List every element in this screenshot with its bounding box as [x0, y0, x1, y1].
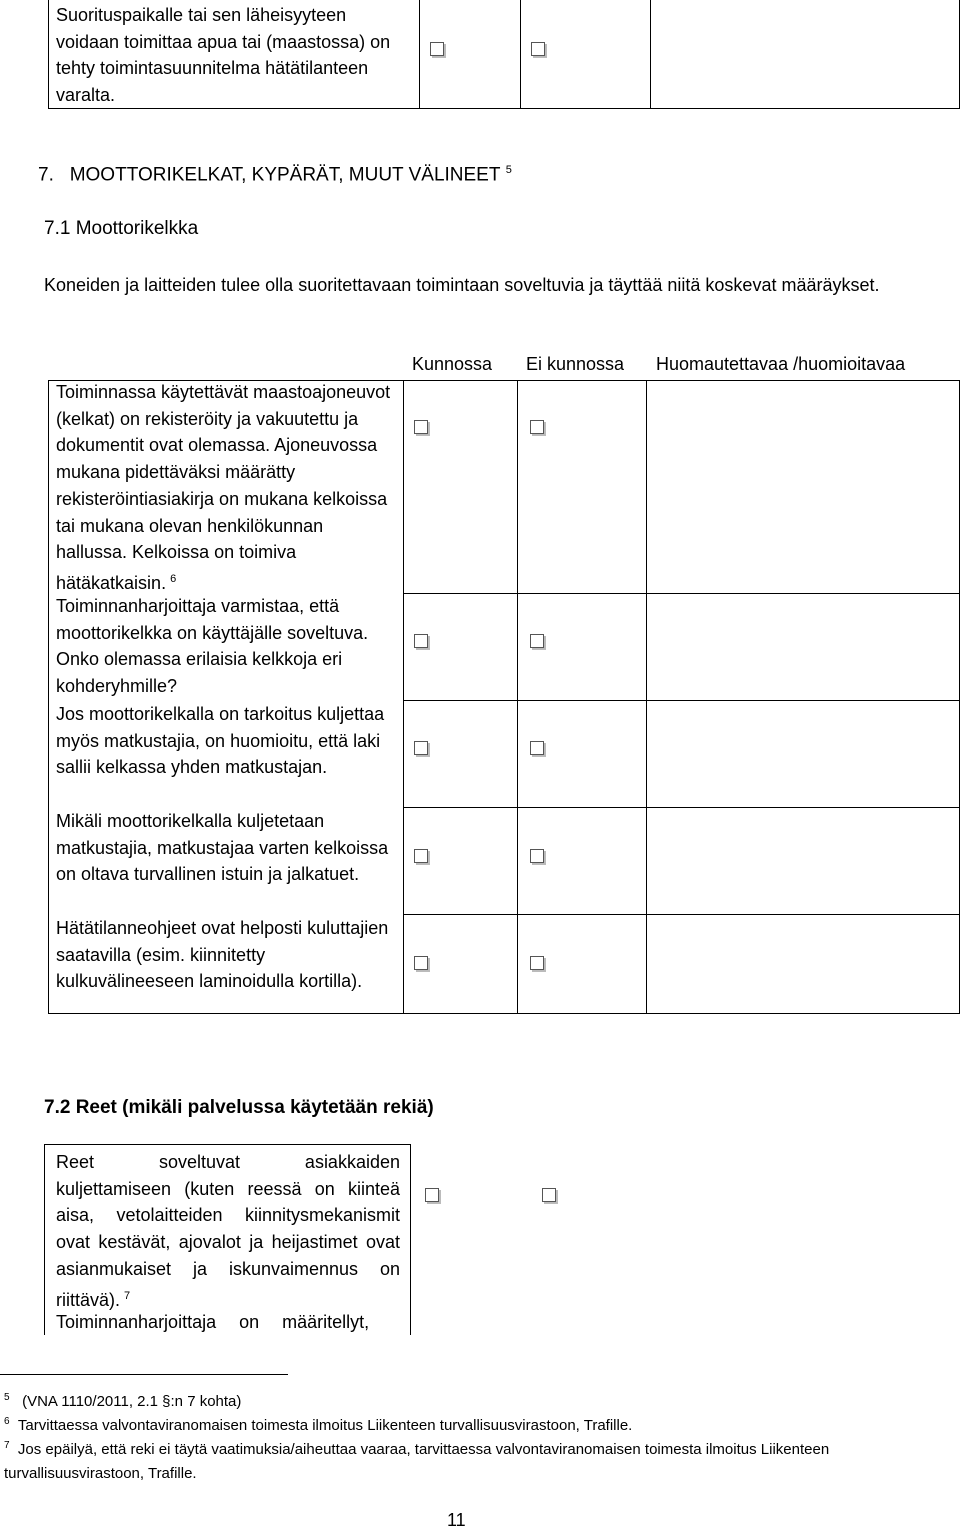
row-2-ok-checkbox[interactable]	[414, 634, 428, 648]
reet-not-ok-checkbox[interactable]	[542, 1188, 556, 1202]
row-3-ok-checkbox[interactable]	[414, 741, 428, 755]
column-header-remarks: Huomautettavaa /huomioitavaa	[656, 354, 906, 374]
reet-ok-checkbox[interactable]	[425, 1188, 439, 1202]
table-row-4: Mikäli moottorikelkalla kuljetetaan matkustajia, matkustajaa varten kelkoissa on oltava turvallinen istuin ja jalkatuet.	[56, 811, 389, 885]
table-row-5: Hätätilanneohjeet ovat helposti kuluttajien saatavilla (esim. kiinnitetty kulkuvälineeseen laminoidulla kortilla).	[56, 918, 389, 992]
section-7-1-heading: 7.1 Moottorikelkka	[44, 218, 199, 239]
section-7-heading: 7. MOOTTORIKELKAT, KYPÄRÄT, MUUT VÄLINEET $^5$	[38, 164, 512, 186]
row-4-ok-checkbox[interactable]	[414, 849, 428, 863]
row-2-not-ok-checkbox[interactable]	[530, 634, 544, 648]
column-header-not-ok: Ei kunnossa	[526, 354, 625, 374]
table-row-3: Jos moottorikelkalla on tarkoitus kuljettaa myös matkustajia, on huomioitu, että laki sallii kelkassa yhden matkustajan.	[56, 704, 385, 778]
row-4-not-ok-checkbox[interactable]	[530, 849, 544, 863]
column-header-ok: Kunnossa	[412, 354, 493, 374]
row-1-ok-checkbox[interactable]	[414, 420, 428, 434]
top-row-not-ok-checkbox[interactable]	[531, 42, 545, 56]
table-row-2: Toiminnanharjoittaja varmistaa, että moottorikelkka on käyttäjälle soveltuva. Onko olemassa erilaisia kelkkoja eri kohderyhmille?	[56, 596, 369, 697]
footnote-6: $^6$ Tarvittaessa valvontaviranomaisen toimesta ilmoitus Liikenteen turvallisuusvirastoon, Trafille.	[4, 1416, 633, 1434]
footnote-separator	[0, 1374, 288, 1375]
top-row-text: Suorituspaikalle tai sen läheisyyteen voidaan toimittaa apua tai (maastossa) on tehty toimintasuunnitelma hätätilanteen varalta.	[56, 5, 391, 106]
footnote-7: $^7$ Jos epäilyä, että reki ei täytä vaatimuksia/aiheuttaa vaaraa, tarvittaessa valvontaviranomaisen toimesta ilmoitus Liikenteen turvallisuusvirastoon, Trafille.	[4, 1440, 830, 1482]
table-row-1: Toiminnassa käytettävät maastoajoneuvot (kelkat) on rekisteröity ja vakuutettu ja dokumentit ovat olemassa. Ajoneuvossa mukana pidettäväksi määrätty rekisteröintiasiakirja on mukana kelkoissa tai mukana olevan henkilökunnan hallussa. Kelkoissa on toimiva hätäkatkaisin. $^6$	[56, 382, 391, 593]
reet-row-1: Reet soveltuvat asiakkaiden kuljettamiseen (kuten reessä on kiinteä aisa, vetolaitteiden kiinnitysmekanismit ovat kestävät, ajovalot ja heijastimet ovat asianmukaiset ja iskunvaimennus on riittävä). $^7$	[56, 1152, 400, 1310]
row-5-not-ok-checkbox[interactable]	[530, 956, 544, 970]
footnote-5: $^5$ (VNA 1110/2011, 2.1 §:n 7 kohta)	[4, 1392, 242, 1410]
section-7-2-heading: 7.2 Reet (mikäli palvelussa käytetään rekiä)	[44, 1097, 434, 1118]
row-1-not-ok-checkbox[interactable]	[530, 420, 544, 434]
section-7-1-intro: Koneiden ja laitteiden tulee olla suoritettavaan toimintaan soveltuvia ja täyttää niitä koskevat määräykset.	[44, 275, 880, 295]
row-3-not-ok-checkbox[interactable]	[530, 741, 544, 755]
row-5-ok-checkbox[interactable]	[414, 956, 428, 970]
page-number: 11	[447, 1510, 466, 1530]
top-row-ok-checkbox[interactable]	[430, 42, 444, 56]
reet-row-2: Toiminnanharjoittaja on määritellyt,	[56, 1312, 370, 1332]
